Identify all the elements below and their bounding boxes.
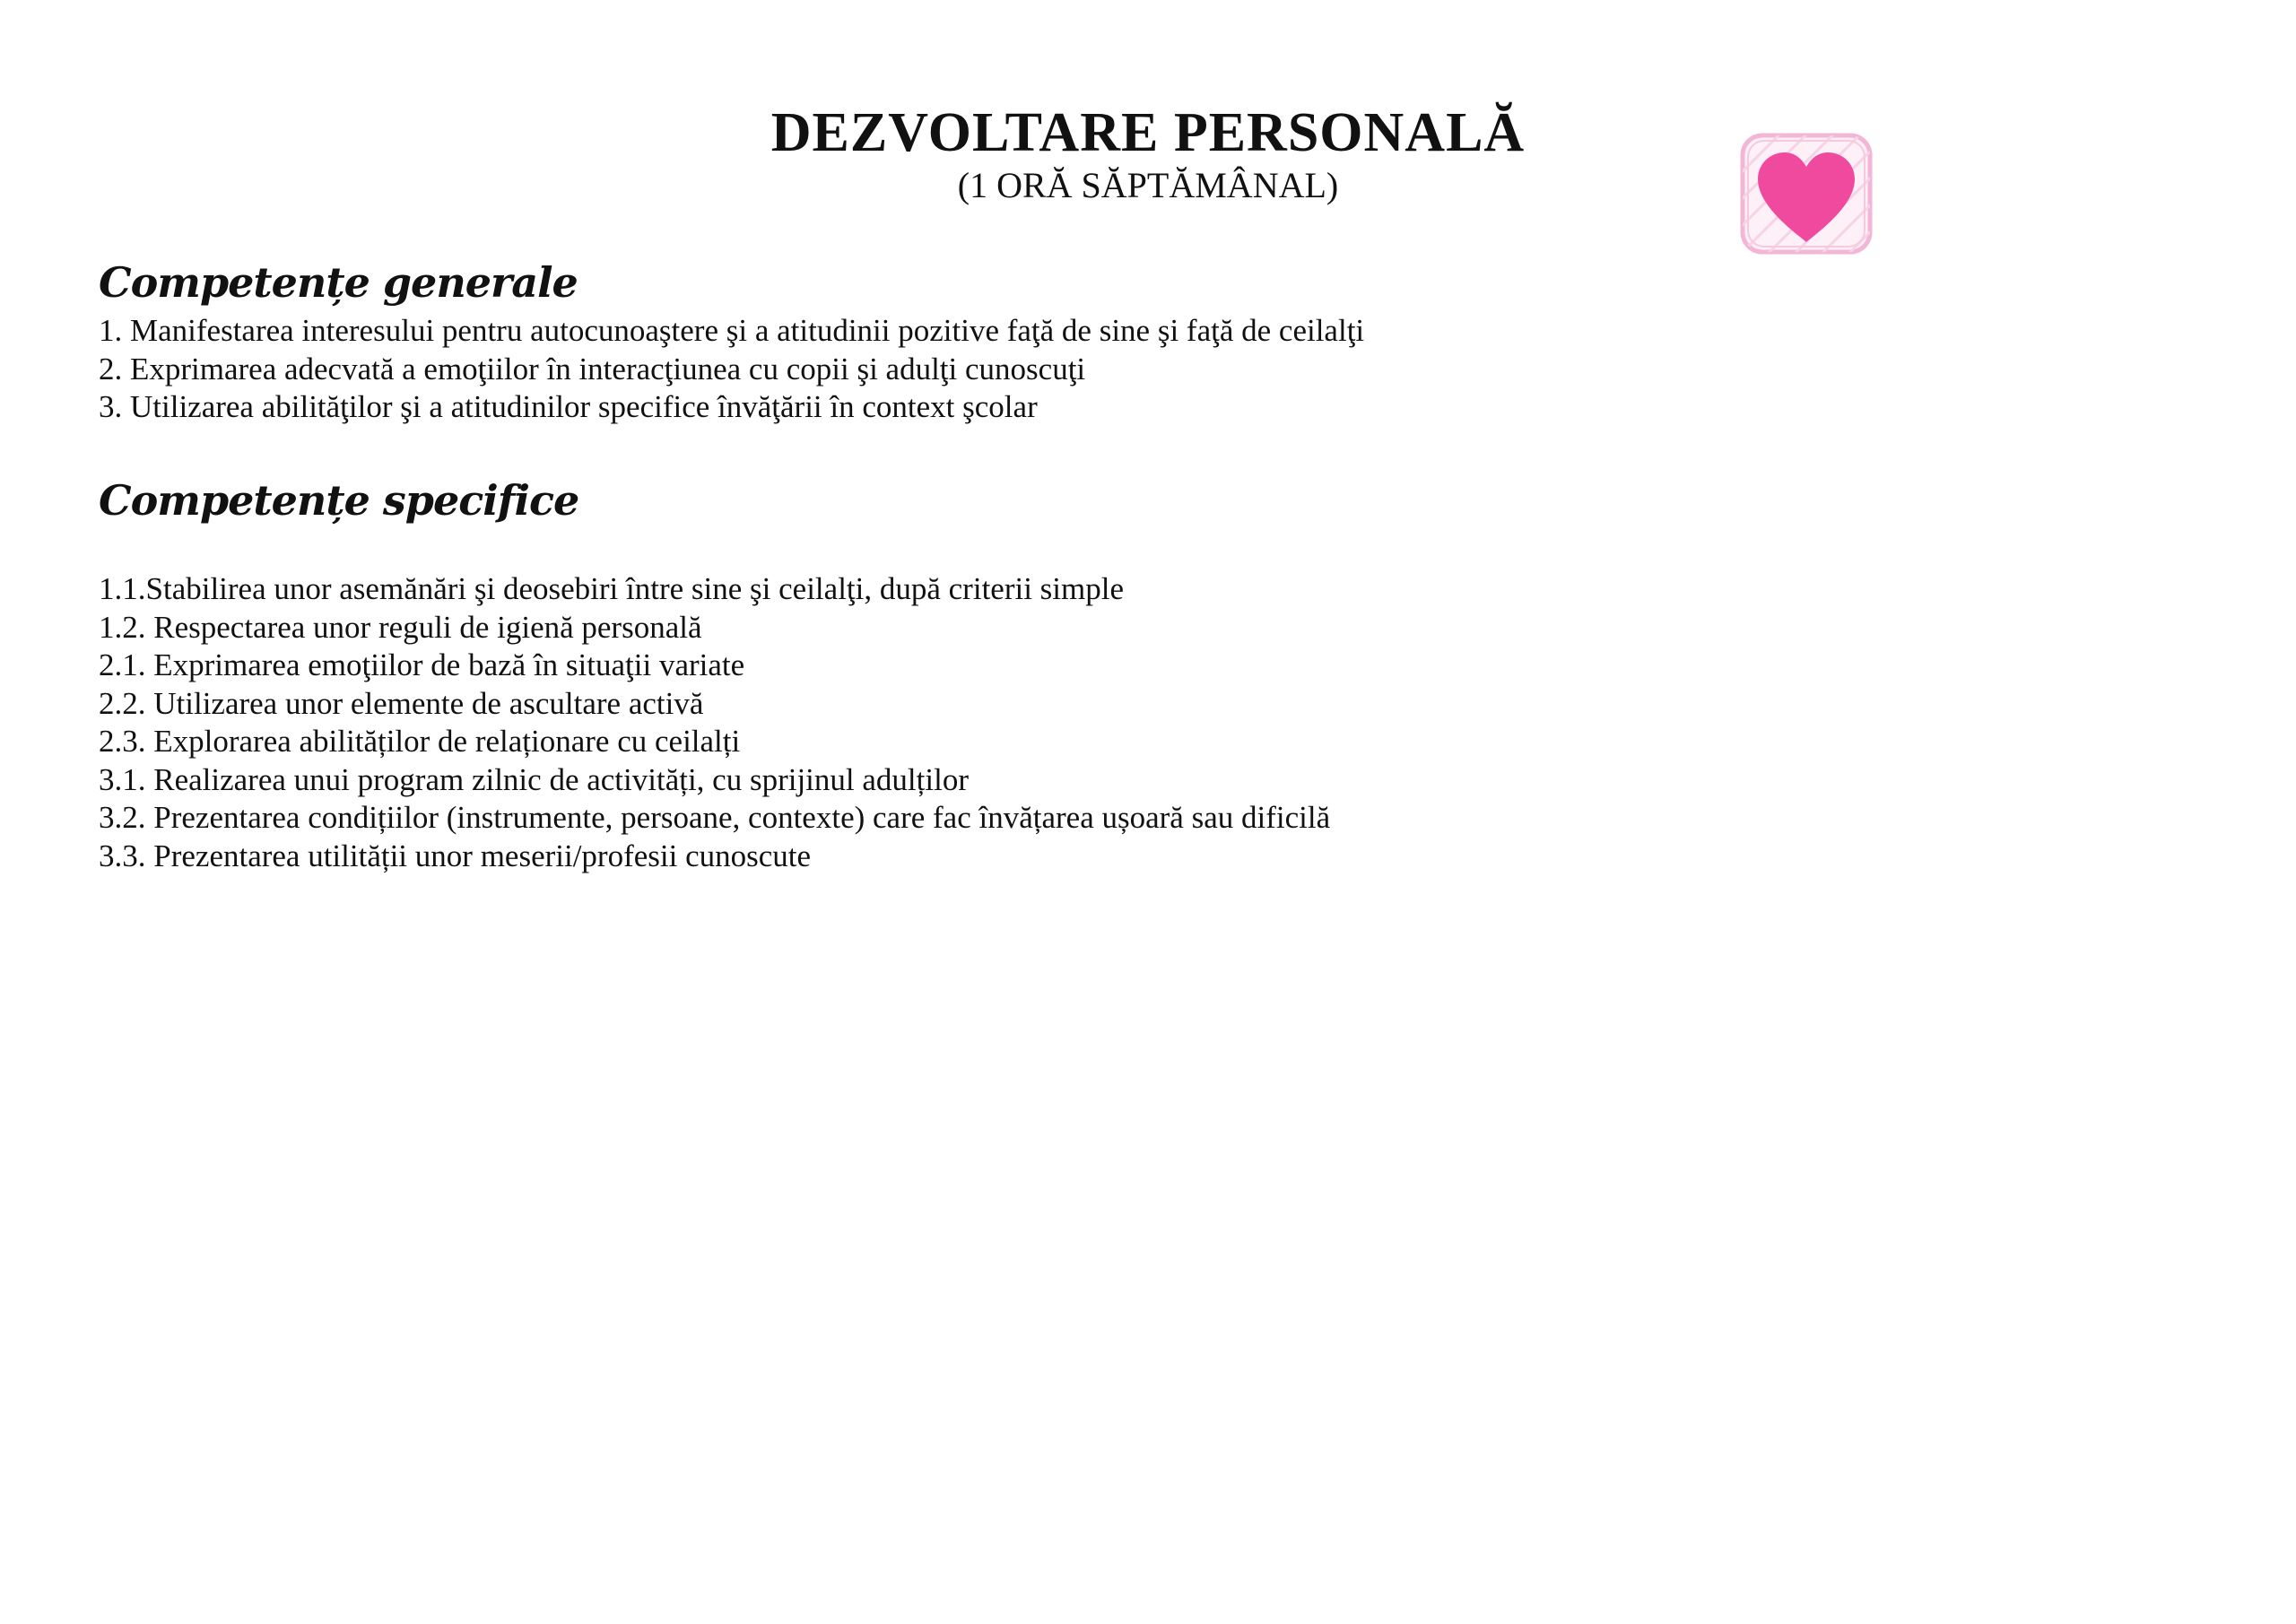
general-competences-list <box>99 312 1364 427</box>
list-item: 3.1. Realizarea unui program zilnic de activități, cu sprijinul adulților <box>99 761 969 797</box>
list-item: 3. Utilizarea abilităţilor şi a atitudinilor specifice învăţării în context şcolar <box>99 389 1038 424</box>
list-item: 1.2. Respectarea unor reguli de igienă personală <box>99 609 702 645</box>
general-competences-heading: Competențe generale <box>99 258 578 307</box>
list-item: 2.3. Explorarea abilităților de relaționare cu ceilalți <box>99 724 741 759</box>
specific-competences-list <box>99 570 1330 875</box>
list-item: 1.1.Stabilirea unor asemănări şi deosebiri între sine şi ceilalţi, după criterii simple <box>99 571 1125 606</box>
heart-icon <box>1738 131 1874 256</box>
list-item: 2. Exprimarea adecvată a emoţiilor în interacţiunea cu copii şi adulţi cunoscuţi <box>99 351 1086 386</box>
list-item: 3.2. Prezentarea condițiilor (instrumente, persoane, contexte) care fac învățarea ușoară sau dificilă <box>99 800 1331 835</box>
document-title: DEZVOLTARE PERSONALĂ <box>770 102 1526 163</box>
specific-competences-heading: Competențe specifice <box>99 476 579 525</box>
document-subtitle: (1 ORĂ SĂPTĂMÂNAL) <box>957 165 1339 205</box>
list-item: 3.3. Prezentarea utilității unor meserii/profesii cunoscute <box>99 838 812 873</box>
list-item: 2.1. Exprimarea emoţiilor de bază în situaţii variate <box>99 647 745 682</box>
list-item: 1. Manifestarea interesului pentru autocunoaştere şi a atitudinii pozitive faţă de sine şi faţă de ceilalţi <box>99 313 1365 348</box>
list-item: 2.2. Utilizarea unor elemente de ascultare activă <box>99 685 704 721</box>
